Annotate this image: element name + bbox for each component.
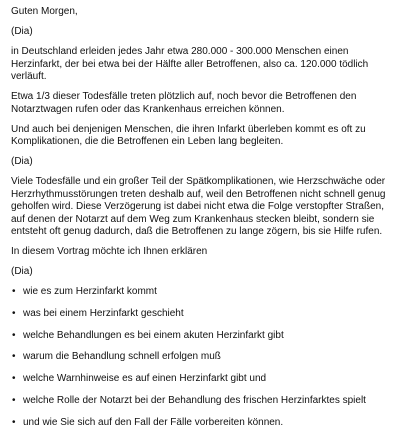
- paragraph-delay: Viele Todesfälle und ein großer Teil der Spätkomplikationen, wie Herzschwäche oder Herzrhythmusstörungen treten deshalb auf, weil den Betroffenen nicht schnell genug geholfen wird. Diese Verzögerung ist dabei nicht etwa die Folge verstopfter Straßen, auf denen der Notarzt auf dem Weg zum Krankenhaus stecken bleibt, sondern sie entsteht oft genug dadurch, daß die Betroffenen zu lange zögern, bis sie Hilfe rufen.: [11, 176, 386, 237]
- paragraph-complications: Und auch bei denjenigen Menschen, die ihren Infarkt überleben kommt es oft zu Komplikationen, die die Betroffenen ein Leben lang begleiten.: [11, 123, 366, 147]
- document-body: [11, 6, 393, 439]
- bullet-icon: •: [12, 329, 16, 341]
- slide-marker: (Dia): [11, 266, 33, 277]
- bullet-icon: •: [12, 286, 16, 297]
- paragraph-intro: In diesem Vortrag möchte ich Ihnen erklären: [11, 246, 208, 257]
- greeting: Guten Morgen,: [11, 6, 78, 17]
- bullet-icon: •: [12, 351, 16, 363]
- list-item: [11, 351, 393, 364]
- topic-list: [11, 286, 393, 429]
- paragraph-sudden-deaths: Etwa 1/3 dieser Todesfälle treten plötzlich auf, noch bevor die Betroffenen den Notarztwagen rufen oder das Krankenhaus erreichen können.: [11, 91, 357, 115]
- bullet-icon: •: [12, 394, 16, 406]
- slide-marker: (Dia): [11, 26, 33, 37]
- bullet-icon: •: [12, 307, 16, 319]
- list-item-text: was bei einem Herzinfarkt geschieht: [23, 307, 184, 319]
- slide-marker: (Dia): [11, 156, 33, 167]
- list-item: [11, 308, 393, 321]
- list-item: [11, 373, 393, 386]
- list-item-text: und wie Sie sich auf den Fall der Fälle vorbereiten können.: [23, 416, 284, 428]
- list-item-text: wie es zum Herzinfarkt kommt: [23, 286, 157, 297]
- bullet-icon: •: [12, 373, 16, 385]
- list-item: [11, 417, 393, 430]
- list-item: [11, 395, 393, 408]
- list-item: [11, 286, 393, 299]
- list-item-text: welche Rolle der Notarzt bei der Behandlung des frischen Herzinfarktes spielt: [23, 394, 366, 406]
- list-item-text: welche Behandlungen es bei einem akuten Herzinfarkt gibt: [23, 329, 284, 341]
- list-item-text: warum die Behandlung schnell erfolgen muß: [23, 351, 221, 363]
- bullet-icon: •: [12, 416, 16, 428]
- list-item: [11, 330, 393, 343]
- list-item-text: welche Warnhinweise es auf einen Herzinfarkt gibt und: [23, 373, 267, 385]
- paragraph-statistics: in Deutschland erleiden jedes Jahr etwa 280.000 - 300.000 Menschen einen Herzinfarkt, der bei etwa bei der Hälfte aller Betroffenen, also ca. 120.000 tödlich verläuft.: [11, 46, 369, 82]
